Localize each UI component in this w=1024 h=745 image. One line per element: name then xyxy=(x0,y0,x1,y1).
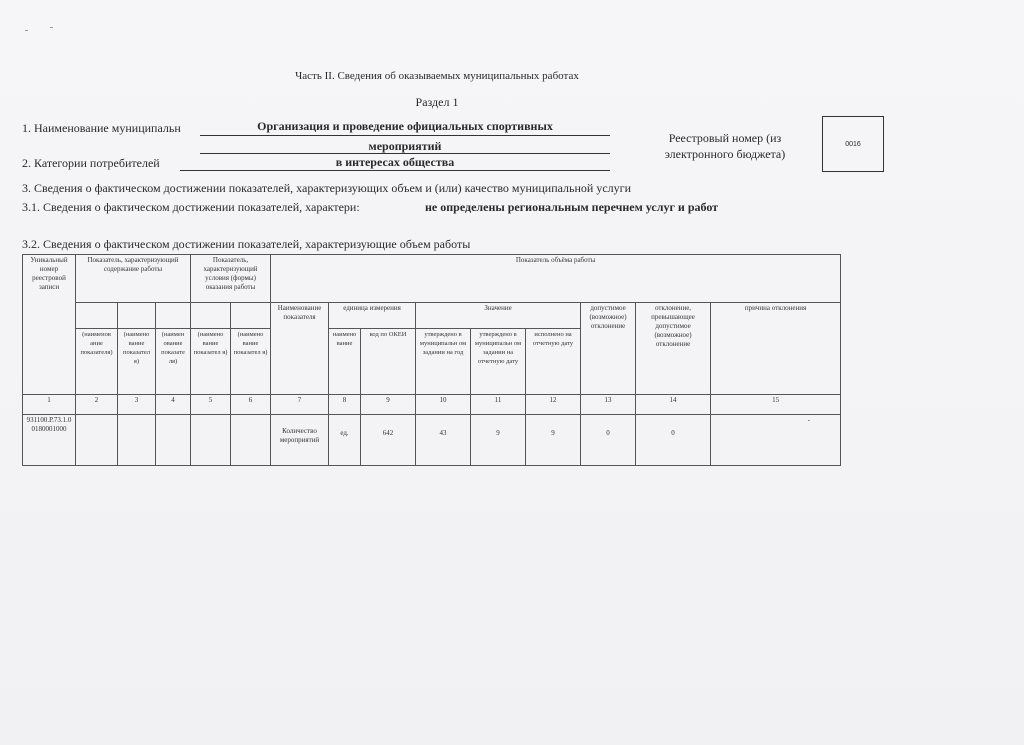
item31-label: 3.1. Сведения о фактическом достижении показателей, характери: xyxy=(22,200,360,214)
header-unique-number: Уникальный номер реестровой записи xyxy=(23,255,76,395)
data-cell xyxy=(231,415,271,466)
col-number: 11 xyxy=(471,395,526,415)
col-number: 4 xyxy=(156,395,191,415)
unit-name-cell: ед. xyxy=(329,415,361,466)
column-numbers-row xyxy=(23,395,841,415)
okei-cell: 642 xyxy=(361,415,416,466)
registry-record-number: 931100.Р.73.1.00180001000 xyxy=(23,415,76,466)
col-number: 9 xyxy=(361,395,416,415)
executed-cell: 9 xyxy=(526,415,581,466)
item1-value-line1: Организация и проведение официальных спортивных xyxy=(257,119,553,133)
header-approved-date: утверждено в муниципальн ом задании на отчетную дату xyxy=(471,329,526,395)
section-title: Раздел 1 xyxy=(415,95,459,109)
header-deviation-reason: причина отклонения xyxy=(711,303,841,395)
header-unit-name: наимено вание xyxy=(329,329,361,395)
col-number: 3 xyxy=(118,395,156,415)
data-cell xyxy=(191,415,231,466)
deviation-reason-cell: - xyxy=(711,415,841,466)
subheader-name-2: (наимено вание показател я) xyxy=(118,329,156,395)
col-number: 8 xyxy=(329,395,361,415)
col-number: 15 xyxy=(711,395,841,415)
col-number: 1 xyxy=(23,395,76,415)
data-cell xyxy=(76,415,118,466)
item3-text: 3. Сведения о фактическом достижении показателей, характеризующих объем и (или) качество муниципальной услуги xyxy=(22,181,632,195)
header-content-indicator: Показатель, характеризующий содержание работы xyxy=(76,255,191,303)
data-cell xyxy=(156,415,191,466)
col-number: 2 xyxy=(76,395,118,415)
col-number: 10 xyxy=(416,395,471,415)
col-number: 14 xyxy=(636,395,711,415)
header-unit: единица измерения xyxy=(329,303,416,329)
col-number: 13 xyxy=(581,395,636,415)
scan-speck xyxy=(50,27,53,28)
col-number: 12 xyxy=(526,395,581,415)
header-executed: исполнено на отчетную дату xyxy=(526,329,581,395)
header-approved-year: утверждено в муниципальн ом задании на год xyxy=(416,329,471,395)
blank-cell xyxy=(118,303,156,329)
blank-cell xyxy=(156,303,191,329)
item2-value: в интересах общества xyxy=(335,155,455,169)
item1-value-line2: мероприятий xyxy=(368,139,442,153)
blank-cell xyxy=(231,303,271,329)
header-okei: код по ОКЕИ xyxy=(361,329,416,395)
indicator-name-cell: Количество мероприятий xyxy=(271,415,329,466)
subheader-name-1: (наименов ание показателя) xyxy=(76,329,118,395)
exceeding-deviation-cell: 0 xyxy=(636,415,711,466)
item31-value: не определены региональным перечнем услуг и работ xyxy=(425,200,719,214)
subheader-name-4: (наимено вание показател я) xyxy=(191,329,231,395)
col-number: 5 xyxy=(191,395,231,415)
scan-speck xyxy=(25,30,28,31)
item32-text: 3.2. Сведения о фактическом достижении показателей, характеризующие объем работы xyxy=(22,237,471,251)
approved-year-cell: 43 xyxy=(416,415,471,466)
header-volume-indicator: Показатель объёма работы xyxy=(271,255,841,303)
item1-underline-1 xyxy=(200,135,610,136)
registry-number-box: 0016 xyxy=(822,116,884,172)
approved-date-cell: 9 xyxy=(471,415,526,466)
blank-cell xyxy=(191,303,231,329)
subheader-name-3: (наимен ование показате ля) xyxy=(156,329,191,395)
header-indicator-name: Наименование показателя xyxy=(271,303,329,395)
item2-label: 2. Категории потребителей xyxy=(22,156,160,170)
item1-underline-2 xyxy=(200,153,610,154)
item1-label: 1. Наименование муниципальн xyxy=(22,121,181,135)
item2-underline xyxy=(180,170,610,171)
registry-label: Реестровый номер (из электронного бюджета) xyxy=(664,131,786,161)
col-number: 6 xyxy=(231,395,271,415)
header-allowed-deviation: допустимое (возможное) отклонение xyxy=(581,303,636,395)
allowed-deviation-cell: 0 xyxy=(581,415,636,466)
part-title: Часть II. Сведения об оказываемых муниципальных работах xyxy=(295,70,579,82)
table-row xyxy=(23,415,841,466)
col-number: 7 xyxy=(271,395,329,415)
header-conditions-indicator: Показатель, характеризующий условия (формы) оказания работы xyxy=(191,255,271,303)
header-value: Значение xyxy=(416,303,581,329)
blank-cell xyxy=(76,303,118,329)
header-exceeding-deviation: отклонение, превышающее допустимое (возможное) отклонение xyxy=(636,303,711,395)
data-cell xyxy=(118,415,156,466)
volume-indicators-table xyxy=(22,254,841,466)
subheader-name-5: (наимено вание показател я) xyxy=(231,329,271,395)
